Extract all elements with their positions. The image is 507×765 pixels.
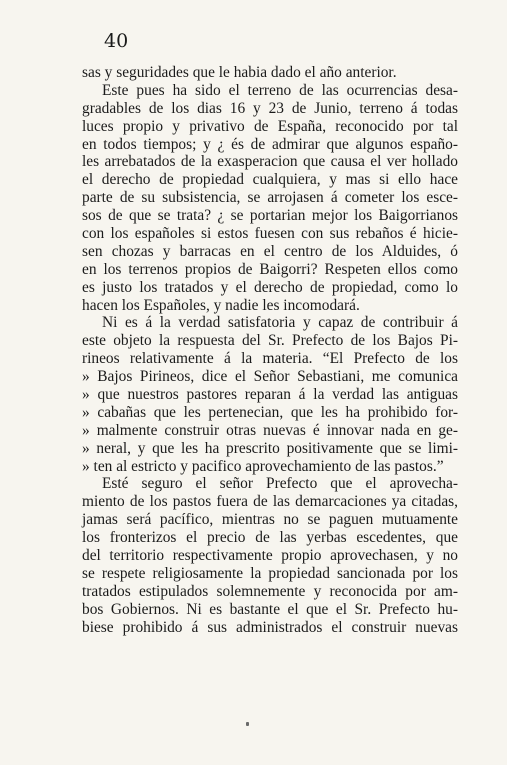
text-line: Este pues ha sido el terreno de las ocurrencias desa- <box>102 81 458 99</box>
text-line: bos Gobiernos. Ni es bastante el que el Sr. Prefecto hu- <box>82 600 458 618</box>
text-line: hacen los Españoles, y nadie les incomodará. <box>82 296 360 314</box>
text-line: parte de su subsistencia, se arrojasen á cometer los esce- <box>82 189 458 207</box>
text-line: » malmente construir otras nuevas é innovar nada en ge- <box>82 421 458 439</box>
text-line: » que nuestros pastores reparan á la verdad las antiguas <box>82 386 458 404</box>
text-line: se respete religiosamente la propiedad sancionada por los <box>82 564 458 582</box>
text-line: gradables de los dias 16 y 23 de Junio, terreno á todas <box>82 99 458 117</box>
text-line: » cabañas que les pertenecian, que les ha prohibido for- <box>82 403 458 421</box>
text-line: » Bajos Pirineos, dice el Señor Sebastiani, me comunica <box>82 368 458 386</box>
text-line: sen chozas y barracas en el centro de los Alduides, ó <box>82 242 458 260</box>
text-line: miento de los pastos fuera de las demarcaciones ya citadas, <box>82 493 458 511</box>
body-text <box>82 64 458 637</box>
text-line: los fronterizos el precio de las yerbas escedentes, que <box>82 529 458 547</box>
text-line: biese prohibido á sus administrados el construir nuevas <box>82 618 458 636</box>
text-line: » neral, y que les ha prescrito positivamente que se limi- <box>82 439 458 457</box>
text-line: con los españoles si estos fuesen con sus rebaños é hicie- <box>82 225 458 243</box>
text-line: es justo los tratados y el derecho de propiedad, como lo <box>82 278 458 296</box>
text-line: » ten al estricto y pacifico aprovechamiento de las pastos.” <box>82 457 444 475</box>
text-line: les arrebatados de la exasperacion que causa el ver hollado <box>82 153 458 171</box>
page-number: 40 <box>104 30 129 52</box>
text-line: Ni es á la verdad satisfatoria y capaz de contribuir á <box>102 314 458 332</box>
text-line: Esté seguro el señor Prefecto que el aprovecha- <box>102 475 458 493</box>
text-line: sos de que se trata? ¿ se portarian mejor los Baigorrianos <box>82 207 458 225</box>
text-line: del territorio respectivamente propio aprovechasen, y no <box>82 547 458 565</box>
text-line: sas y seguridades que le habia dado el año anterior. <box>82 64 397 81</box>
text-line: tratados estipulados solemnemente y reconocida por am- <box>82 582 458 600</box>
text-line: en los terrenos propios de Baigorri? Respeten ellos como <box>82 260 458 278</box>
text-line: rineos relativamente á la materia. “El Prefecto de los <box>82 350 458 368</box>
text-line: este objeto la respuesta del Sr. Prefecto de los Bajos Pi- <box>82 332 458 350</box>
text-line: en todos tiempos; y ¿ és de admirar que algunos españo- <box>82 135 458 153</box>
text-line: el derecho de propiedad cualquiera, y mas si ello hace <box>82 171 458 189</box>
ink-mark <box>246 722 249 726</box>
text-line: luces propio y privativo de España, reconocido por tal <box>82 117 458 135</box>
text-line: jamas será pacífico, mientras no se paguen mutuamente <box>82 511 458 529</box>
